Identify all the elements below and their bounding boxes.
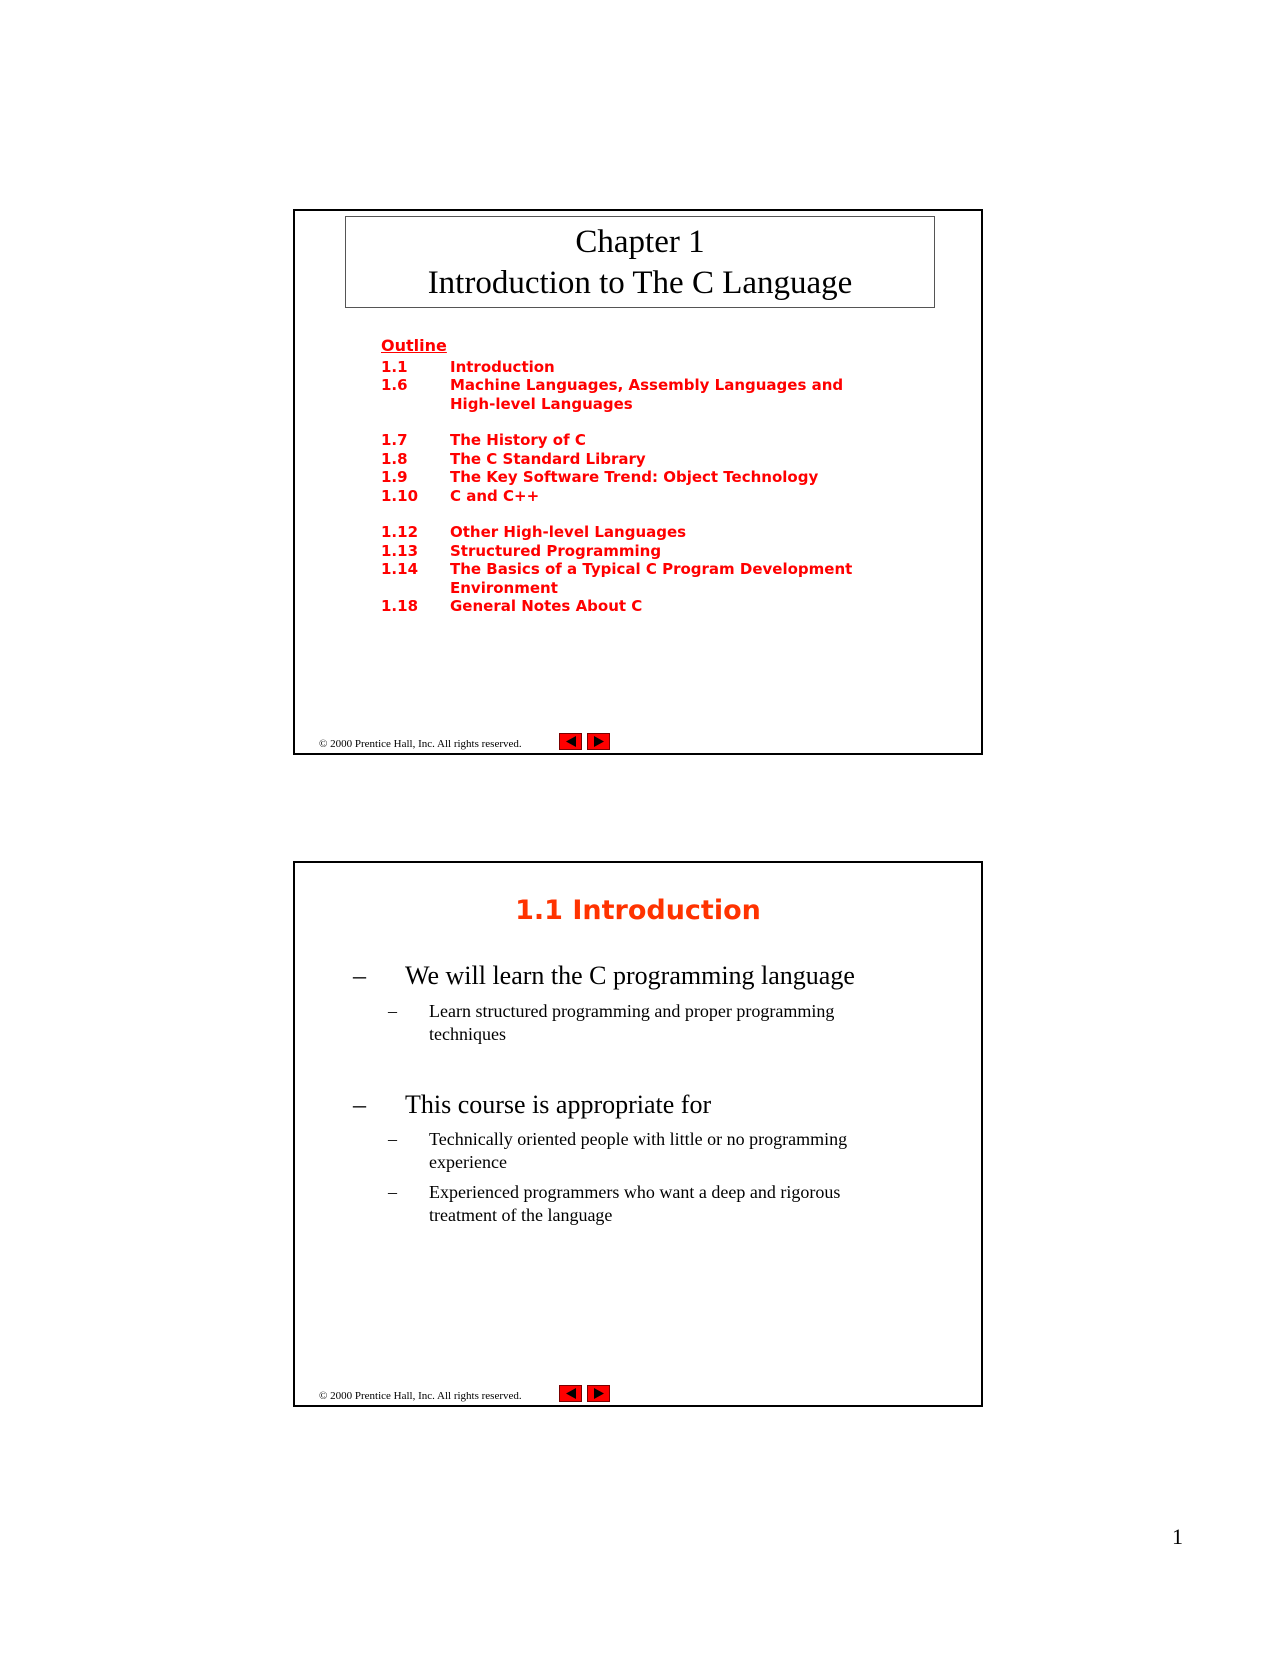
slide-title-box bbox=[345, 216, 935, 308]
outline-item-label: The Basics of a Typical C Program Development Environment bbox=[450, 560, 853, 597]
outline-item[interactable] bbox=[381, 376, 961, 413]
outline-item[interactable] bbox=[381, 431, 961, 450]
prev-slide-button[interactable] bbox=[559, 1385, 582, 1402]
outline-item-label: Other High-level Languages bbox=[450, 523, 687, 541]
next-arrow-icon bbox=[593, 736, 605, 747]
outline-item-label: The C Standard Library bbox=[450, 449, 646, 468]
outline-item[interactable] bbox=[381, 450, 961, 469]
bullet-item bbox=[353, 961, 855, 991]
outline-item-number: 1.14 bbox=[381, 560, 419, 578]
outline-item-label: The History of C bbox=[450, 431, 586, 449]
outline-item-label: The Key Software Trend: Object Technology bbox=[450, 468, 819, 486]
outline-item-number: 1.1 bbox=[381, 357, 408, 376]
next-slide-button[interactable] bbox=[587, 733, 610, 750]
copyright-footer: © 2000 Prentice Hall, Inc. All rights reserved. bbox=[319, 1390, 522, 1402]
outline-item-label: Introduction bbox=[450, 357, 555, 376]
bullet-dash: – bbox=[388, 1001, 397, 1021]
bullet-dash: – bbox=[353, 1090, 366, 1119]
chapter-title: Chapter 1 bbox=[575, 224, 705, 260]
bullet-text: We will learn the C programming language bbox=[405, 961, 855, 990]
outline-item[interactable] bbox=[381, 487, 961, 506]
bullet-dash: – bbox=[388, 1129, 397, 1149]
outline-item-number: 1.7 bbox=[381, 431, 408, 449]
bullet-text: This course is appropriate for bbox=[405, 1090, 712, 1119]
page-number: 1 bbox=[1172, 1524, 1183, 1549]
sub-bullet-item bbox=[388, 1128, 868, 1174]
sub-bullet-item bbox=[388, 1181, 868, 1227]
slide-nav bbox=[559, 1385, 610, 1402]
next-slide-button[interactable] bbox=[587, 1385, 610, 1402]
outline-item[interactable] bbox=[381, 560, 961, 597]
chapter-subtitle: Introduction to The C Language bbox=[427, 265, 853, 301]
bullet-item bbox=[353, 1090, 711, 1120]
outline-item-number: 1.12 bbox=[381, 523, 419, 541]
outline-item[interactable] bbox=[381, 468, 961, 487]
prev-arrow-icon bbox=[565, 1388, 577, 1399]
slide-chapter-outline bbox=[293, 209, 983, 755]
outline-item[interactable] bbox=[381, 523, 961, 542]
outline-item-number: 1.13 bbox=[381, 541, 419, 560]
prev-slide-button[interactable] bbox=[559, 733, 582, 750]
outline-item-label: C and C++ bbox=[450, 486, 540, 505]
sub-bullet-text: Experienced programmers who want a deep and rigorous treatment of the language bbox=[429, 1182, 841, 1225]
outline-item-number: 1.18 bbox=[381, 597, 419, 615]
outline-list bbox=[381, 337, 961, 616]
outline-item-number: 1.10 bbox=[381, 486, 419, 505]
sub-bullet-text: Technically oriented people with little or no programming experience bbox=[429, 1129, 848, 1172]
outline-heading[interactable]: Outline bbox=[381, 336, 447, 355]
outline-item[interactable] bbox=[381, 597, 961, 616]
slide-introduction bbox=[293, 861, 983, 1407]
sub-bullet-text: Learn structured programming and proper programming techniques bbox=[429, 1001, 835, 1044]
sub-bullet-item bbox=[388, 1000, 868, 1046]
outline-item[interactable] bbox=[381, 542, 961, 561]
outline-item-number: 1.8 bbox=[381, 449, 408, 468]
outline-item-label: Machine Languages, Assembly Languages and High-level Languages bbox=[450, 376, 844, 413]
copyright-footer: © 2000 Prentice Hall, Inc. All rights reserved. bbox=[319, 738, 522, 750]
outline-item-number: 1.6 bbox=[381, 376, 408, 394]
outline-item-label: General Notes About C bbox=[450, 597, 643, 615]
bullet-dash: – bbox=[388, 1182, 397, 1202]
outline-item-number: 1.9 bbox=[381, 468, 408, 486]
next-arrow-icon bbox=[593, 1388, 605, 1399]
outline-item-label: Structured Programming bbox=[450, 541, 662, 560]
bullet-dash: – bbox=[353, 961, 366, 990]
outline-item[interactable] bbox=[381, 358, 961, 377]
prev-arrow-icon bbox=[565, 736, 577, 747]
slide-nav bbox=[559, 733, 610, 750]
slide-title: 1.1 Introduction bbox=[515, 895, 761, 926]
